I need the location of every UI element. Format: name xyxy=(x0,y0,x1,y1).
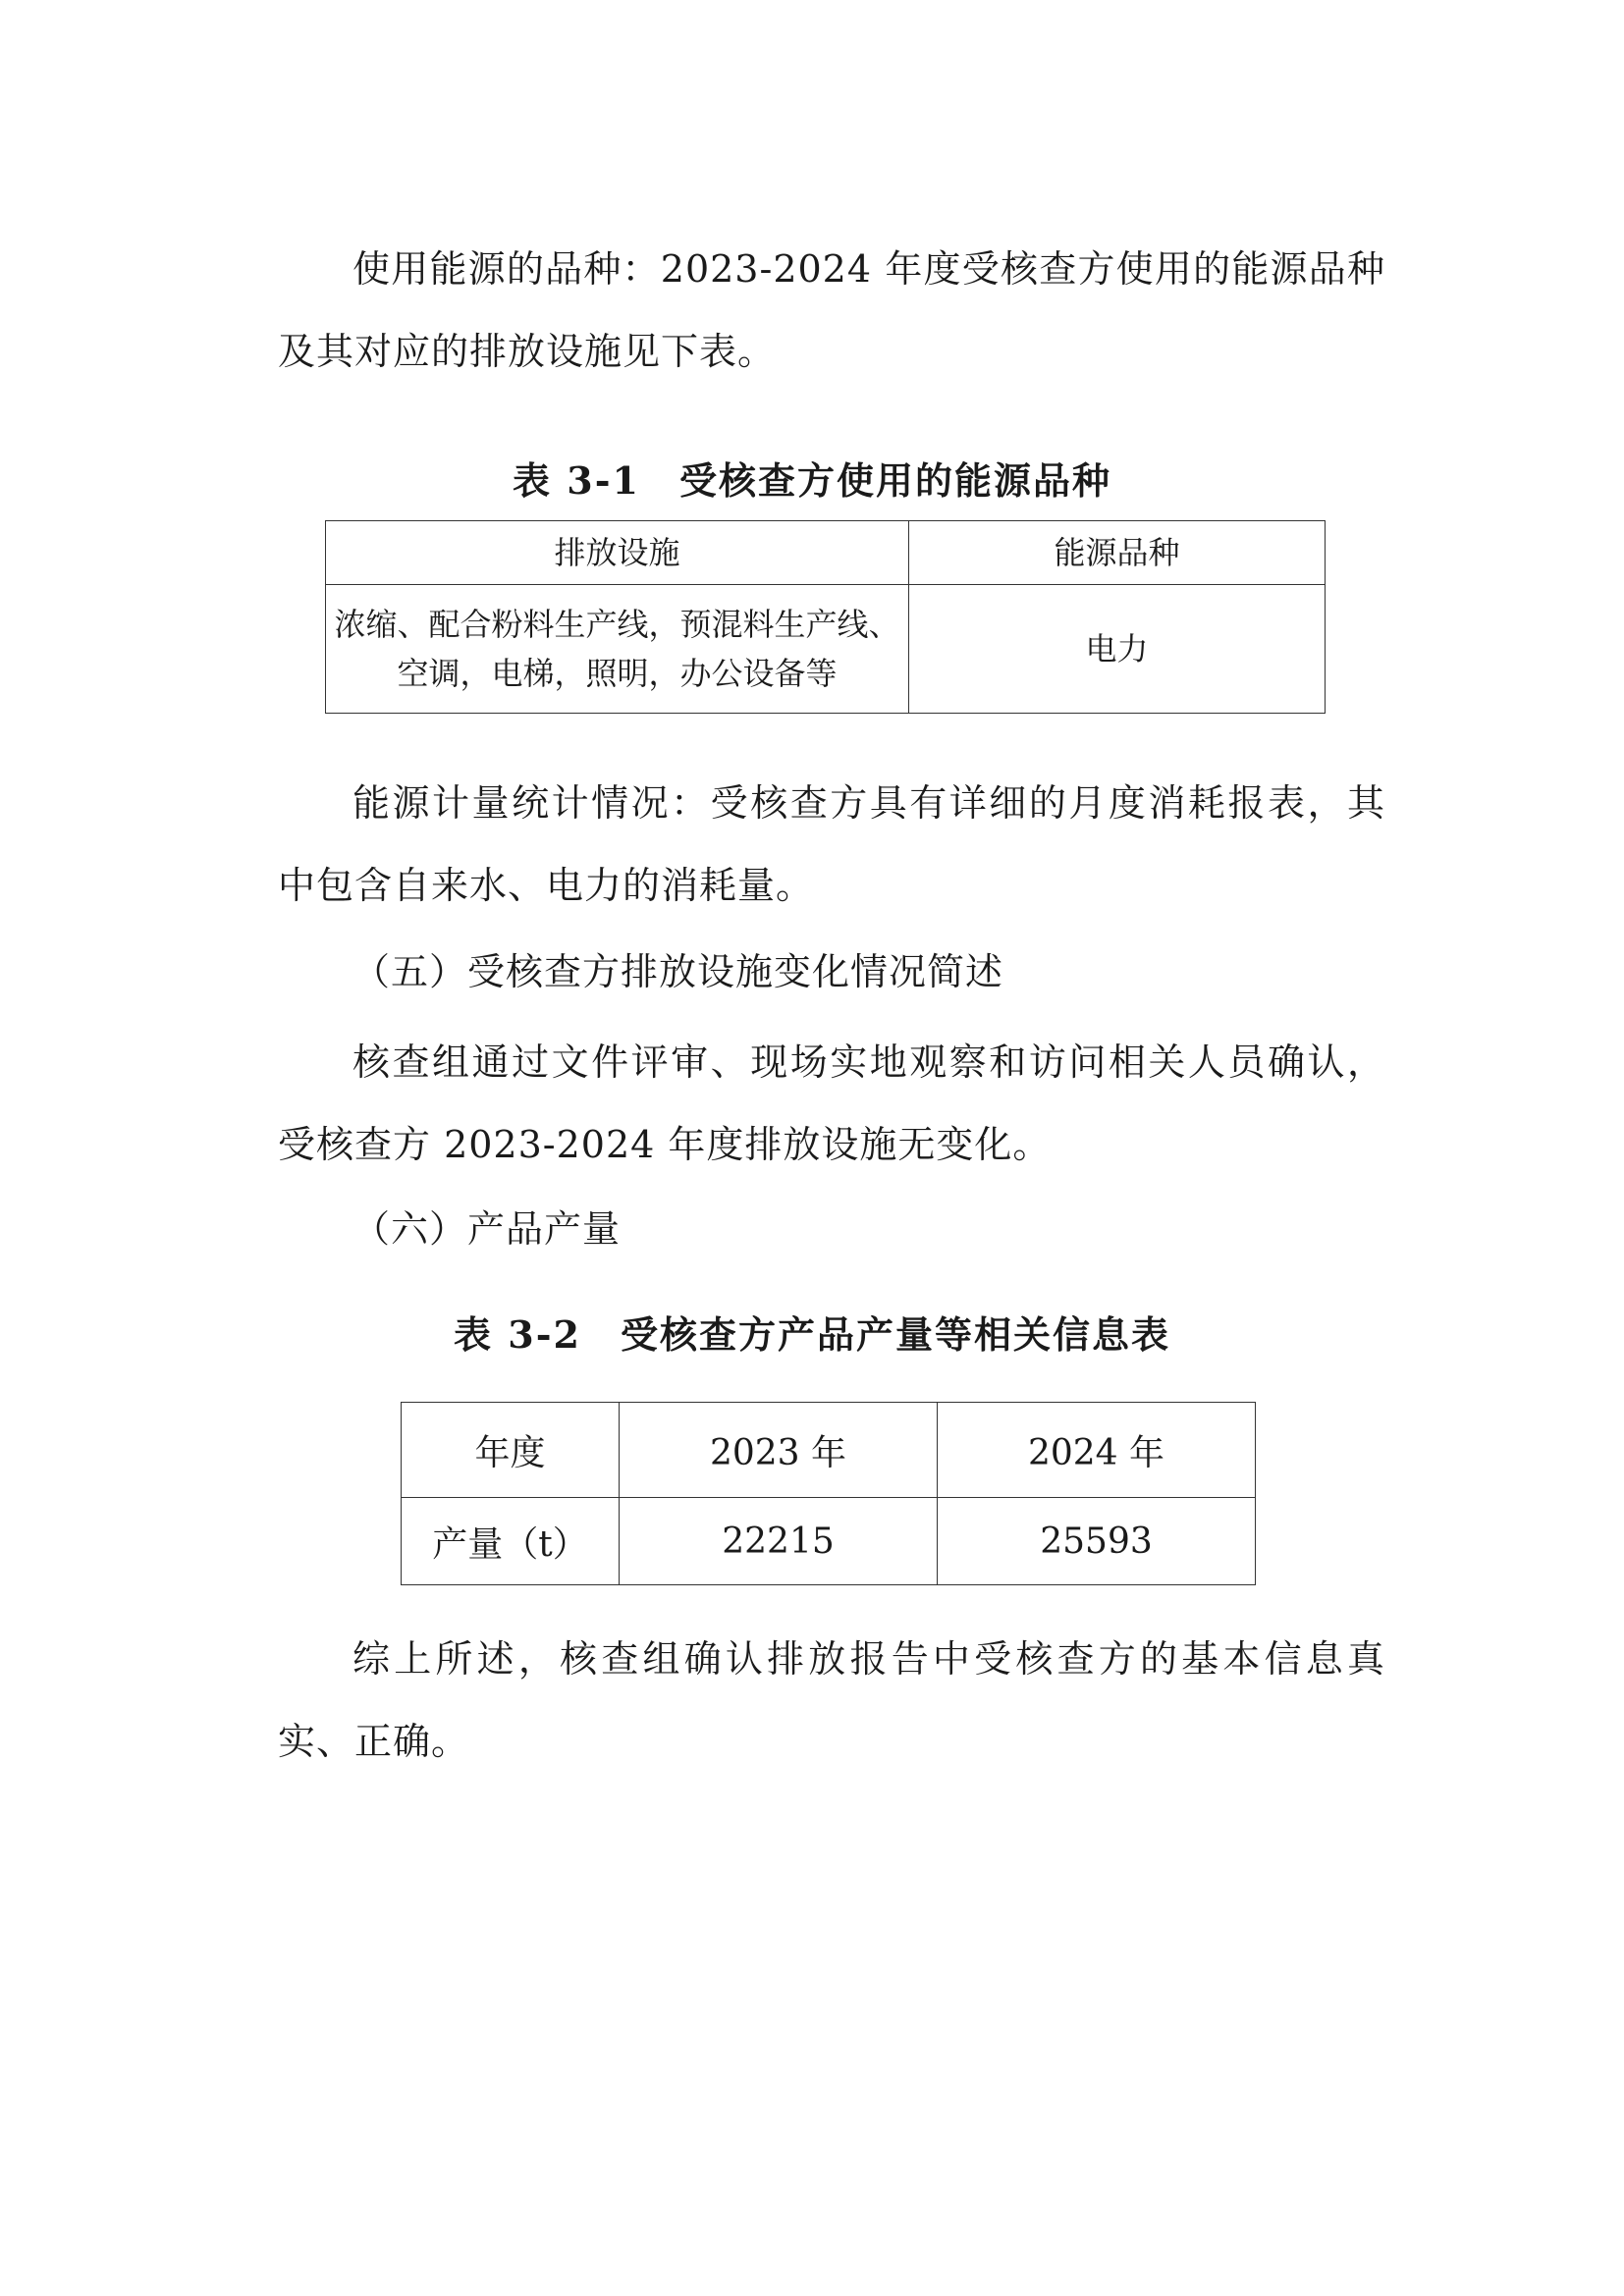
table1-header-row xyxy=(326,521,1326,585)
table1-caption xyxy=(0,454,1624,508)
table1-header-facility: 排放设施 xyxy=(326,521,909,585)
paragraph-energy-metering: 能源计量统计情况：受核查方具有详细的月度消耗报表，其中包含自来水、电力的消耗量。 xyxy=(278,781,1385,907)
table2-caption-title: 受核查方产品产量等相关信息表 xyxy=(620,1312,1170,1357)
table2-row xyxy=(402,1498,1256,1585)
table1-cell-facility xyxy=(326,585,909,714)
section-heading-5: （五）受核查方排放设施变化情况简述 xyxy=(352,950,1004,993)
table2-header-row xyxy=(402,1403,1256,1498)
table2-cell-label: 产量（t） xyxy=(402,1498,620,1585)
table1-facility-line2: 空调，电梯，照明，办公设备等 xyxy=(397,655,838,692)
energy-types-table xyxy=(325,520,1326,714)
paragraph-energy-types: 使用能源的品种：2023-2024 年度受核查方使用的能源品种及其对应的排放设施见下表。 xyxy=(278,247,1385,373)
table2-cell-2024: 25593 xyxy=(938,1498,1256,1585)
section-heading-6: （六）产品产量 xyxy=(352,1207,622,1251)
table2-cell-2023: 22215 xyxy=(620,1498,938,1585)
paragraph-conclusion: 综上所述，核查组确认排放报告中受核查方的基本信息真实、正确。 xyxy=(278,1637,1385,1763)
table2-caption xyxy=(0,1308,1624,1362)
table1-row xyxy=(326,585,1326,714)
table1-cell-energy: 电力 xyxy=(909,585,1326,714)
table2-header-year: 年度 xyxy=(402,1403,620,1498)
table1-header-energy: 能源品种 xyxy=(909,521,1326,585)
table1-facility-line1: 浓缩、配合粉料生产线，预混料生产线、 xyxy=(334,606,900,643)
table1-caption-number: 表 3-1 xyxy=(513,458,640,503)
table2-header-2024: 2024 年 xyxy=(938,1403,1256,1498)
paragraph-facility-changes: 核查组通过文件评审、现场实地观察和访问相关人员确认，受核查方 2023-2024 年度排放设施无变化。 xyxy=(278,1041,1385,1166)
production-output-table xyxy=(401,1402,1256,1585)
table2-caption-number: 表 3-2 xyxy=(454,1312,581,1357)
table2-header-2023: 2023 年 xyxy=(620,1403,938,1498)
table1-caption-title: 受核查方使用的能源品种 xyxy=(678,458,1111,503)
